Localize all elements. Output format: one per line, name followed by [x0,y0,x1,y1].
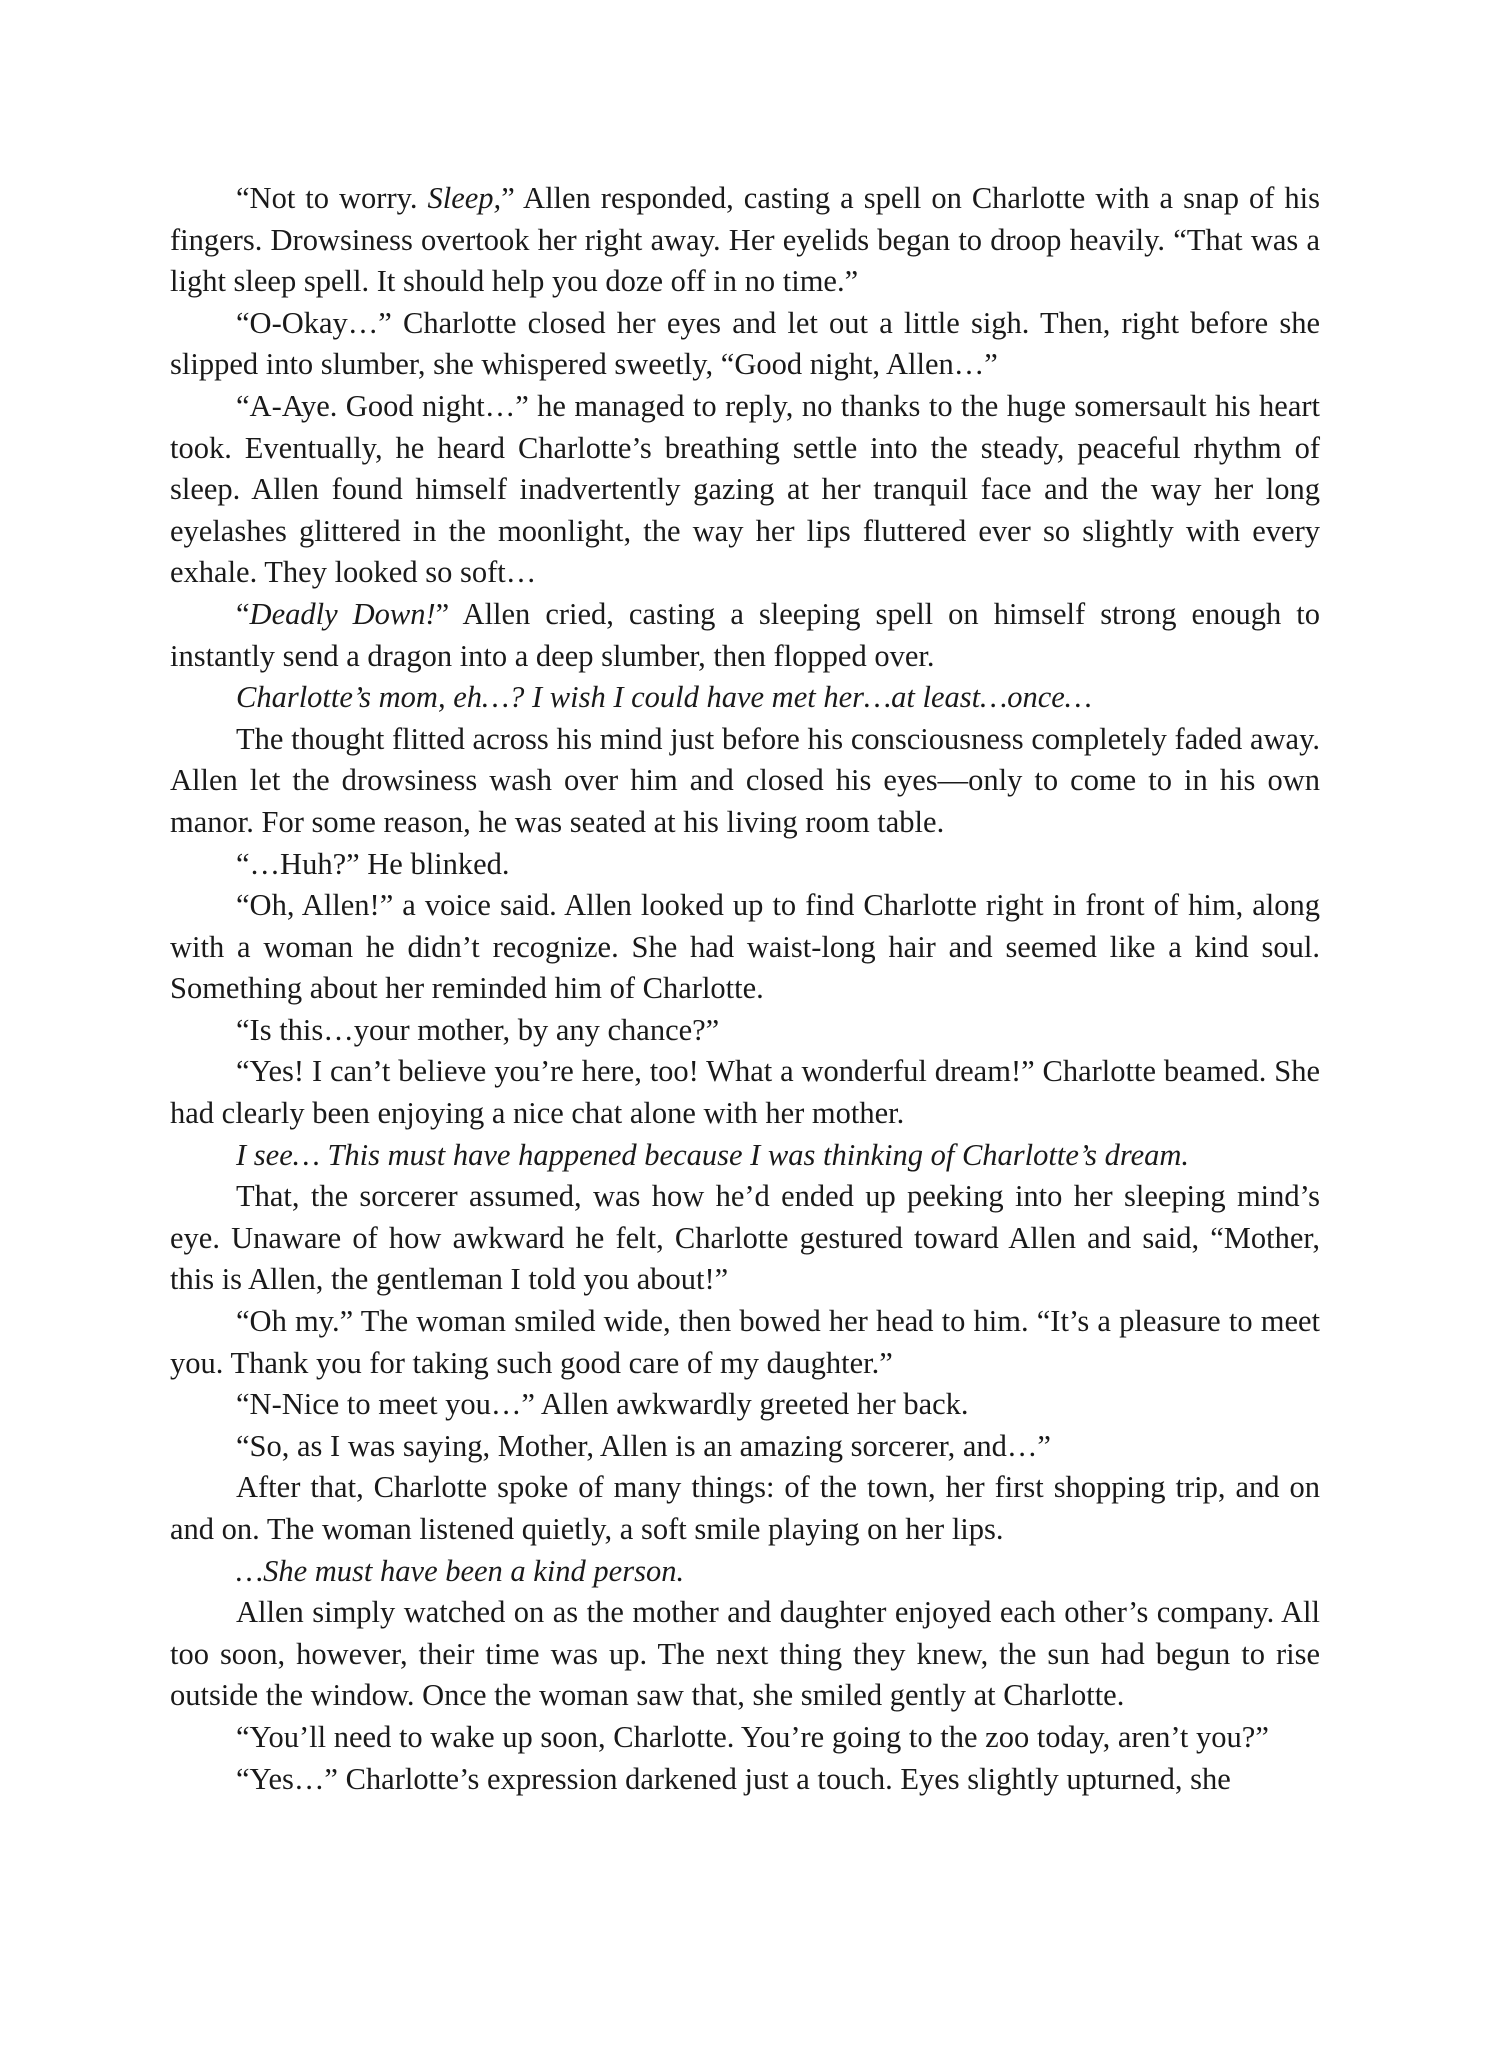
paragraph [170,1301,1320,1384]
italic-paragraph [170,677,1320,719]
paragraph [170,1426,1320,1468]
paragraph [170,1051,1320,1134]
paragraph [170,719,1320,844]
book-page [170,178,1320,1800]
text-run: “ [236,596,250,631]
text-run: Allen simply watched on as the mother and daughter enjoyed each other’s company. All too soon, however, their time was up. The next thing they knew, the sun had begun to rise outside the window. Once the woman saw that, she smiled gently at Charlotte. [170,1595,1320,1713]
text-run: “Not to worry. [236,181,428,215]
text-run: “O-Okay…” Charlotte closed her eyes and let out a little sigh. Then, right before she slipped into slumber, she whispered sweetly, “Good night, Allen…” [170,305,1320,382]
italic-text-run: Sleep, [427,181,502,215]
text-run: That, the sorcerer assumed, was how he’d ended up peeking into her sleeping mind’s eye. Unaware of how awkward he felt, Charlotte gestured toward Allen and said, “Mother, this is Allen, the gentleman I told you about!” [170,1179,1320,1297]
paragraph [170,178,1320,303]
text-run: “N-Nice to meet you…” Allen awkwardly greeted her back. [236,1387,969,1422]
italic-paragraph [170,1135,1320,1177]
paragraph [170,1384,1320,1426]
text-run: “…Huh?” He blinked. [236,846,510,881]
paragraph [170,303,1320,386]
paragraph [170,1717,1320,1759]
text-run: “Yes…” Charlotte’s expression darkened just a touch. Eyes slightly upturned, she [236,1761,1231,1796]
text-run: The thought flitted across his mind just before his consciousness completely faded away. Allen let the drowsiness wash over him and closed his eyes—only to come to in his own manor. For some reason, he was seated at his living room table. [170,721,1320,839]
paragraph [170,594,1320,677]
paragraph [170,1010,1320,1052]
text-run: ” Allen responded, casting a spell on Charlotte with a snap of his fingers. Drowsiness overtook her right away. Her eyelids began to droop heavily. “That was a light sleep spell. It should help you doze off in no time.” [170,181,1320,299]
paragraph [170,386,1320,594]
text-run: After that, Charlotte spoke of many things: of the town, her first shopping trip, and on and on. The woman listened quietly, a soft smile playing on her lips. [170,1470,1320,1546]
text-run: “Oh my.” The woman smiled wide, then bowed her head to him. “It’s a pleasure to meet you. Thank you for taking such good care of my daughter.” [170,1304,1320,1380]
text-run: “Is this…your mother, by any chance?” [236,1012,720,1047]
text-run: “Oh, Allen!” a voice said. Allen looked up to find Charlotte right in front of him, along with a woman he didn’t recognize. She had waist-long hair and seemed like a kind soul. Something about her reminded him of Charlotte. [170,888,1320,1006]
paragraph [170,1176,1320,1301]
italic-text-run: Deadly Down! [249,596,436,631]
text-run: “You’ll need to wake up soon, Charlotte. You’re going to the zoo today, aren’t you?” [236,1719,1269,1754]
text-run: “So, as I was saying, Mother, Allen is an amazing sorcerer, and…” [236,1428,1051,1463]
paragraph [170,844,1320,886]
text-run: “A-Aye. Good night…” he managed to reply, no thanks to the huge somersault his heart took. Eventually, he heard Charlotte’s breathing settle into the steady, peaceful rhythm of sleep. Allen found himself inadvertently gazing at her tranquil face and the way her long eyelashes glittered in the moonlight, the way her lips fluttered ever so slightly with every exhale. They looked so soft… [170,388,1320,590]
text-run: ” Allen cried, casting a sleeping spell on himself strong enough to instantly send a dragon into a deep slumber, then flopped over. [170,596,1320,673]
text-run: I see… This must have happened because I was thinking of Charlotte’s dream. [236,1137,1190,1172]
paragraph [170,1592,1320,1717]
paragraph [170,885,1320,1010]
text-run: …She must have been a kind person. [236,1553,685,1588]
text-run: “Yes! I can’t believe you’re here, too! What a wonderful dream!” Charlotte beamed. She had clearly been enjoying a nice chat alone with her mother. [170,1054,1320,1131]
italic-paragraph [170,1551,1320,1593]
paragraph [170,1467,1320,1550]
paragraph [170,1759,1320,1801]
text-run: Charlotte’s mom, eh…? I wish I could have met her…at least…once… [236,680,1092,715]
